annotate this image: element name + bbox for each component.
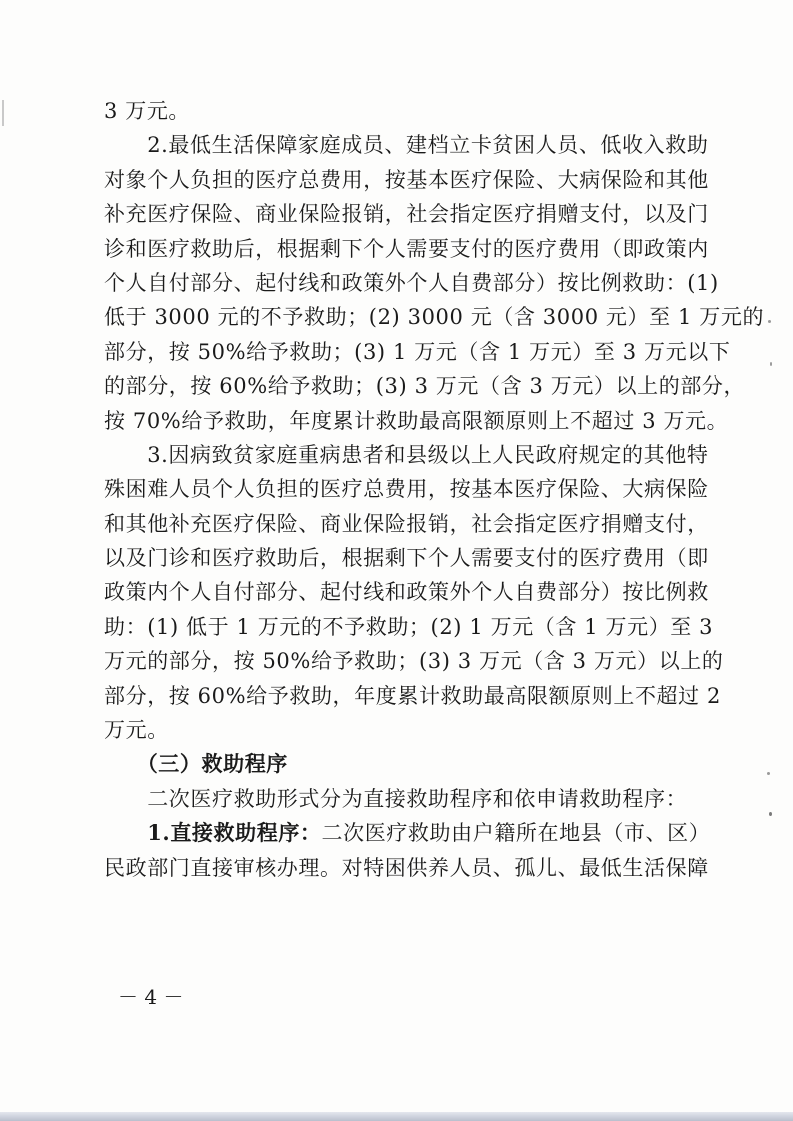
text-line: 低于 3000 元的不予救助；(2) 3000 元（含 3000 元）至 1 万元的	[104, 305, 765, 330]
text-line: 按 70%给予救助，年度累计救助最高限额原则上不超过 3 万元。	[104, 408, 729, 433]
text-line: 对象个人负担的医疗总费用，按基本医疗保险、大病保险和其他	[104, 167, 709, 192]
text-line: 助：(1) 低于 1 万元的不予救助；(2) 1 万元（含 1 万元）至 3	[104, 614, 714, 639]
text-line	[104, 816, 711, 850]
text-line: 部分，按 60%给予救助，年度累计救助最高限额原则上不超过 2	[104, 683, 721, 708]
text-line: 部分，按 50%给予救助；(3) 1 万元（含 1 万元）至 3 万元以下	[104, 339, 731, 364]
text-line: 民政部门直接审核办理。对特困供养人员、孤儿、最低生活保障	[104, 855, 709, 880]
text-line: 个人自付部分、起付线和政策外个人自费部分）按比例救助：(1)	[104, 270, 719, 295]
text-line: 政策内个人自付部分、起付线和政策外个人自费部分）按比例救	[104, 580, 709, 605]
text-line: 3.因病致贫家庭重病患者和县级以上人民政府规定的其他特	[104, 442, 709, 467]
scan-edge-mark	[2, 100, 4, 126]
text-line: 二次医疗救助形式分为直接救助程序和依申请救助程序：	[104, 786, 688, 811]
text-line: 2.最低生活保障家庭成员、建档立卡贫困人员、低收入救助	[104, 133, 709, 158]
text-line: 补充医疗保险、商业保险报销，社会指定医疗捐赠支付，以及门	[104, 202, 709, 227]
scan-speck	[768, 320, 771, 323]
text-line: 殊困难人员个人负担的医疗总费用，按基本医疗保险、大病保险	[104, 477, 709, 502]
text-line: 以及门诊和医疗救助后，根据剩下个人需要支付的医疗费用（即	[104, 546, 709, 571]
text-line: 万元。	[104, 718, 169, 743]
scan-speck	[769, 812, 772, 816]
page-number: － 4 －	[118, 985, 184, 1009]
text-line: 和其他补充医疗保险、商业保险报销，社会指定医疗捐赠支付，	[104, 511, 709, 536]
text-line: 诊和医疗救助后，根据剩下个人需要支付的医疗费用（即政策内	[104, 236, 709, 261]
text-line: 的部分，按 60%给予救助；(3) 3 万元（含 3 万元）以上的部分，	[104, 374, 746, 399]
text-line: 万元的部分，按 50%给予救助；(3) 3 万元（含 3 万元）以上的	[104, 649, 724, 674]
section-heading: （三）救助程序	[104, 751, 288, 777]
item-text: 二次医疗救助由户籍所在地县（市、区）	[321, 821, 711, 846]
item-label: 1.直接救助程序：	[104, 820, 322, 846]
scan-bottom-edge	[0, 1112, 793, 1121]
scan-speck	[770, 362, 772, 366]
text-line: 3 万元。	[104, 99, 191, 123]
document-body	[104, 94, 765, 885]
scan-speck	[767, 772, 770, 775]
